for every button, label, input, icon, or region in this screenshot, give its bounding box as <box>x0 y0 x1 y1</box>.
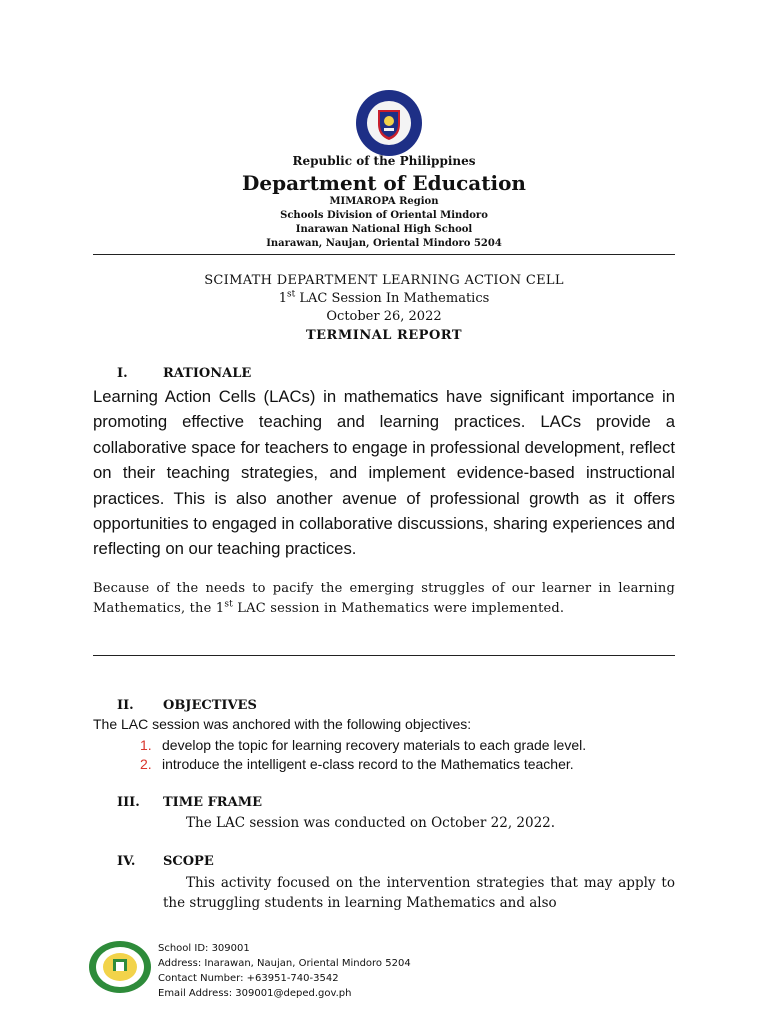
footer-school-id: School ID: 309001 <box>158 943 250 954</box>
rationale-paragraph-2: Because of the needs to pacify the emerging struggles of our learner in learning Mathematics, the 1st LAC session in Mathematics were implemented. <box>93 581 675 616</box>
section-heading-rationale: I. RATIONALE <box>117 366 252 381</box>
timeframe-text: The LAC session was conducted on October 22, 2022. <box>186 815 556 831</box>
school-logo <box>88 940 152 994</box>
rationale-paragraph: Learning Action Cells (LACs) in mathematics have significant importance in promoting effective teaching and learning practices. LACs provide a collaborative space for teachers to engage in professional development, reflect on their teaching strategies, and implement evidence-based instructional practices. This is also another avenue of professional growth as it offers opportunities to engaged in collaborative discussions, sharing experiences and reflecting on our teaching practices. <box>93 387 675 559</box>
objective-number: 1. <box>140 737 152 753</box>
scope-text: This activity focused on the intervention strategies that may apply to the struggling students in learning Mathematics and also <box>163 875 675 911</box>
section-heading-scope: IV. SCOPE <box>117 854 214 869</box>
title-line-2: 1st LAC Session In Mathematics <box>278 289 490 306</box>
report-title: TERMINAL REPORT <box>305 328 463 343</box>
address-line: Inarawan, Naujan, Oriental Mindoro 5204 <box>266 238 502 249</box>
section-heading-timeframe: III. TIME FRAME <box>117 795 262 810</box>
objectives-intro: The LAC session was anchored with the following objectives: <box>93 716 472 732</box>
objective-item: 1. develop the topic for learning recovery materials to each grade level. <box>140 737 587 753</box>
section-heading-objectives: II. OBJECTIVES <box>117 698 257 713</box>
header-divider <box>93 254 675 255</box>
region-line: MIMAROPA Region <box>329 196 439 207</box>
deped-seal <box>354 88 424 158</box>
footer-address: Address: Inarawan, Naujan, Oriental Mindoro 5204 <box>158 958 411 969</box>
department-title: Department of Education <box>242 171 526 195</box>
title-line-1: SCIMATH DEPARTMENT LEARNING ACTION CELL <box>204 273 564 288</box>
report-date: October 26, 2022 <box>326 309 442 324</box>
objective-number: 2. <box>140 756 152 772</box>
division-line: Schools Division of Oriental Mindoro <box>280 210 488 221</box>
school-line: Inarawan National High School <box>295 224 473 235</box>
footer-contact: Contact Number: +63951-740-3542 <box>158 973 339 984</box>
objective-item: 2. introduce the intelligent e-class record to the Mathematics teacher. <box>140 756 574 772</box>
section-divider <box>93 655 675 656</box>
republic-line: Republic of the Philippines <box>292 154 476 168</box>
footer-email[interactable]: Email Address: 309001@deped.gov.ph <box>158 988 352 999</box>
